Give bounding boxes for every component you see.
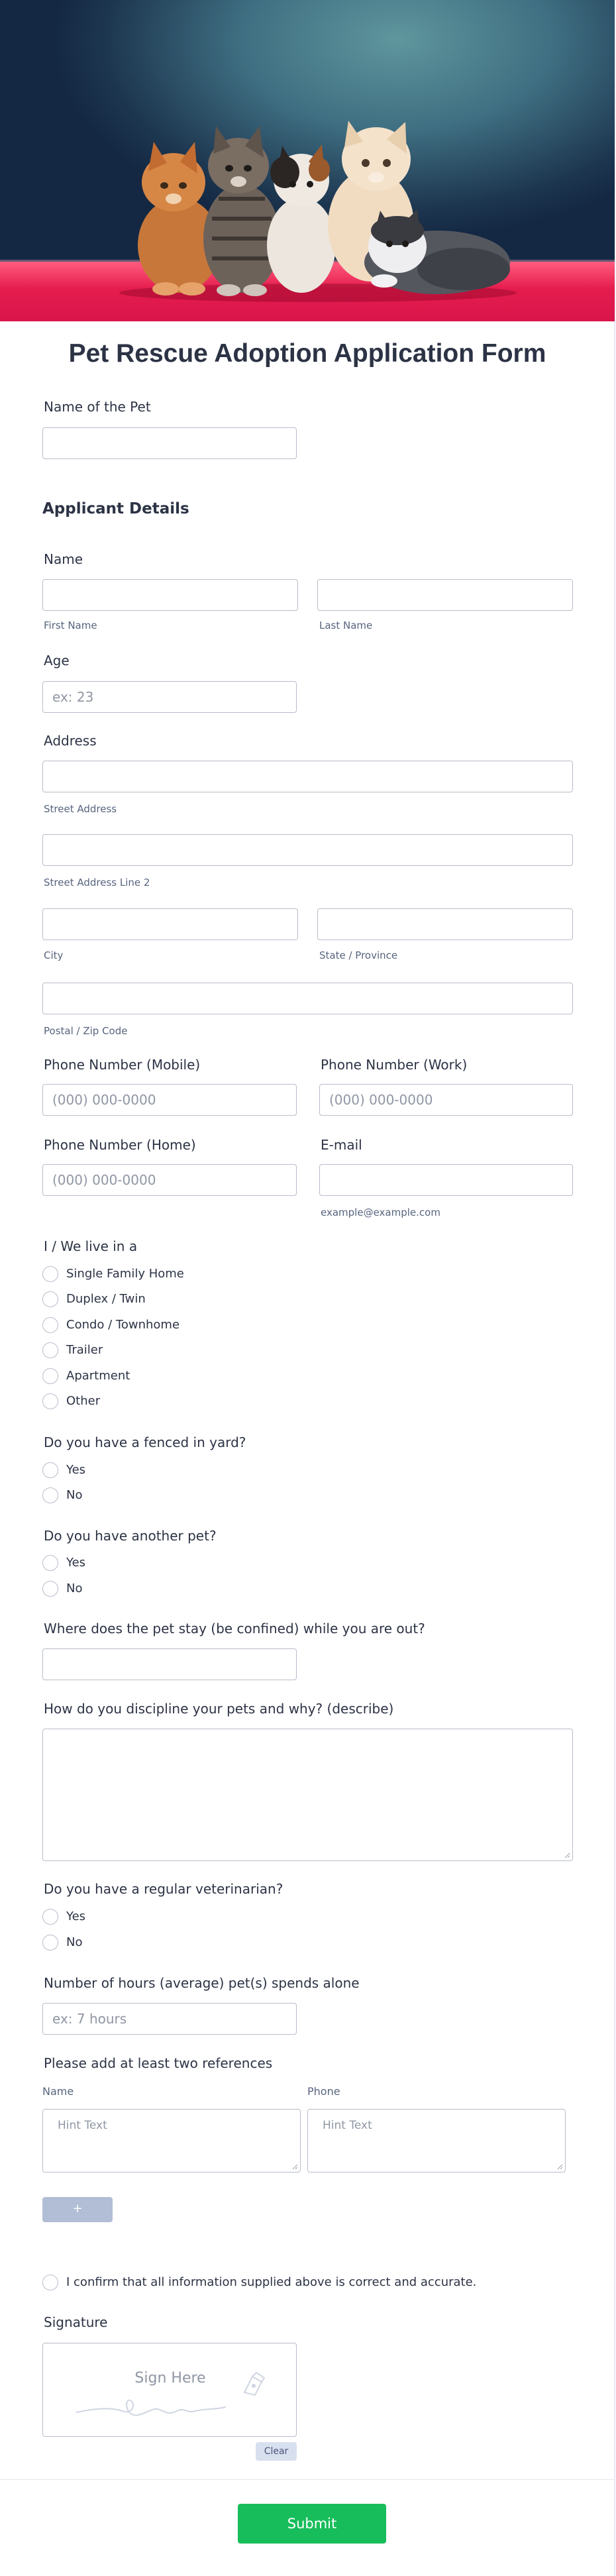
reference-name-hint: Hint Text: [58, 2119, 107, 2132]
discipline-textarea[interactable]: [42, 1729, 573, 1861]
option-fenced-yes: Yes: [66, 1463, 86, 1477]
option-condo-townhome: Condo / Townhome: [66, 1318, 180, 1332]
another-pet-label: Do you have another pet?: [44, 1528, 217, 1544]
footer-divider: [0, 2479, 615, 2480]
resize-grip-icon[interactable]: [556, 2163, 563, 2170]
radio-duplex-twin[interactable]: [42, 1291, 58, 1307]
state-input[interactable]: [317, 908, 573, 940]
option-fenced-no: No: [66, 1488, 83, 1502]
radio-fenced-no[interactable]: [42, 1487, 58, 1503]
radio-vet-no[interactable]: [42, 1935, 58, 1951]
pen-nib-icon: [239, 2370, 268, 2399]
confirm-checkbox[interactable]: [42, 2275, 58, 2290]
reference-phone-textarea[interactable]: [307, 2109, 566, 2173]
confined-input[interactable]: [42, 1648, 297, 1680]
option-vet-no: No: [66, 1935, 83, 1949]
signature-label: Signature: [44, 2314, 108, 2330]
radio-trailer[interactable]: [42, 1342, 58, 1358]
phone-mobile-input[interactable]: [42, 1084, 297, 1116]
option-duplex-twin: Duplex / Twin: [66, 1292, 146, 1306]
radio-apartment[interactable]: [42, 1368, 58, 1384]
email-input[interactable]: [319, 1164, 573, 1196]
city-input[interactable]: [42, 908, 298, 940]
phone-home-input[interactable]: [42, 1164, 297, 1196]
zip-sublabel: Postal / Zip Code: [44, 1025, 128, 1037]
signature-placeholder: Sign Here: [134, 2370, 206, 2387]
email-label: E-mail: [321, 1137, 362, 1153]
discipline-label: How do you discipline your pets and why? (describe): [44, 1701, 394, 1717]
phone-work-label: Phone Number (Work): [321, 1057, 468, 1073]
phone-mobile-label: Phone Number (Mobile): [44, 1057, 201, 1073]
phone-work-input[interactable]: [319, 1084, 573, 1116]
option-another-pet-no: No: [66, 1582, 83, 1595]
street-address-sublabel: Street Address: [44, 803, 117, 815]
radio-single-family-home[interactable]: [42, 1266, 58, 1282]
age-placeholder: ex: 23: [52, 689, 94, 705]
radio-another-pet-no[interactable]: [42, 1581, 58, 1597]
hours-alone-label: Number of hours (average) pet(s) spends alone: [44, 1975, 360, 1991]
option-trailer: Trailer: [66, 1343, 103, 1357]
zip-input[interactable]: [42, 983, 573, 1014]
phone-work-placeholder: (000) 000-0000: [329, 1092, 433, 1108]
last-name-sublabel: Last Name: [319, 619, 373, 631]
vet-label: Do you have a regular veterinarian?: [44, 1881, 283, 1897]
name-label: Name: [44, 551, 83, 567]
references-name-header: Name: [42, 2085, 74, 2098]
address-label: Address: [44, 733, 97, 749]
submit-button[interactable]: Submit: [238, 2504, 386, 2544]
hours-alone-placeholder: ex: 7 hours: [52, 2011, 127, 2027]
state-sublabel: State / Province: [319, 949, 398, 961]
pet-name-input[interactable]: [42, 427, 297, 459]
hours-alone-input[interactable]: [42, 2003, 297, 2035]
first-name-input[interactable]: [42, 579, 298, 611]
confined-label: Where does the pet stay (be confined) while you are out?: [44, 1621, 425, 1637]
phone-mobile-placeholder: (000) 000-0000: [52, 1092, 156, 1108]
signature-pad[interactable]: [42, 2343, 297, 2437]
age-input[interactable]: [42, 681, 297, 713]
radio-fenced-yes[interactable]: [42, 1462, 58, 1478]
phone-home-placeholder: (000) 000-0000: [52, 1172, 156, 1188]
radio-condo-townhome[interactable]: [42, 1317, 58, 1333]
radio-other[interactable]: [42, 1393, 58, 1409]
resize-grip-icon[interactable]: [291, 2163, 298, 2170]
city-sublabel: City: [44, 949, 64, 961]
references-label: Please add at least two references: [44, 2055, 273, 2071]
email-sublabel: example@example.com: [321, 1207, 440, 1218]
last-name-input[interactable]: [317, 579, 573, 611]
age-label: Age: [44, 653, 70, 669]
references-phone-header: Phone: [307, 2085, 340, 2098]
signature-scribble: [70, 2381, 268, 2427]
option-single-family-home: Single Family Home: [66, 1267, 184, 1281]
confirm-label: I confirm that all information supplied above is correct and accurate.: [66, 2275, 477, 2289]
kittens-banner-image: [0, 0, 615, 321]
pet-name-label: Name of the Pet: [44, 399, 151, 415]
street-address-2-input[interactable]: [42, 834, 573, 866]
street-address-input[interactable]: [42, 761, 573, 792]
phone-home-label: Phone Number (Home): [44, 1137, 196, 1153]
radio-another-pet-yes[interactable]: [42, 1555, 58, 1571]
option-another-pet-yes: Yes: [66, 1556, 86, 1570]
resize-grip-icon[interactable]: [564, 1852, 570, 1858]
radio-vet-yes[interactable]: [42, 1909, 58, 1925]
clear-signature-button[interactable]: Clear: [256, 2442, 297, 2461]
option-vet-yes: Yes: [66, 1909, 86, 1923]
applicant-details-heading: Applicant Details: [42, 500, 189, 517]
street-address-2-sublabel: Street Address Line 2: [44, 877, 150, 888]
option-apartment: Apartment: [66, 1369, 130, 1383]
reference-phone-hint: Hint Text: [323, 2119, 372, 2132]
reference-name-textarea[interactable]: [42, 2109, 301, 2173]
live-in-label: I / We live in a: [44, 1238, 138, 1254]
fenced-yard-label: Do you have a fenced in yard?: [44, 1434, 246, 1450]
kittens-illustration: [0, 0, 615, 321]
first-name-sublabel: First Name: [44, 619, 97, 631]
option-other: Other: [66, 1394, 101, 1408]
add-reference-button[interactable]: +: [42, 2197, 113, 2222]
form-title: Pet Rescue Adoption Application Form: [68, 339, 546, 368]
